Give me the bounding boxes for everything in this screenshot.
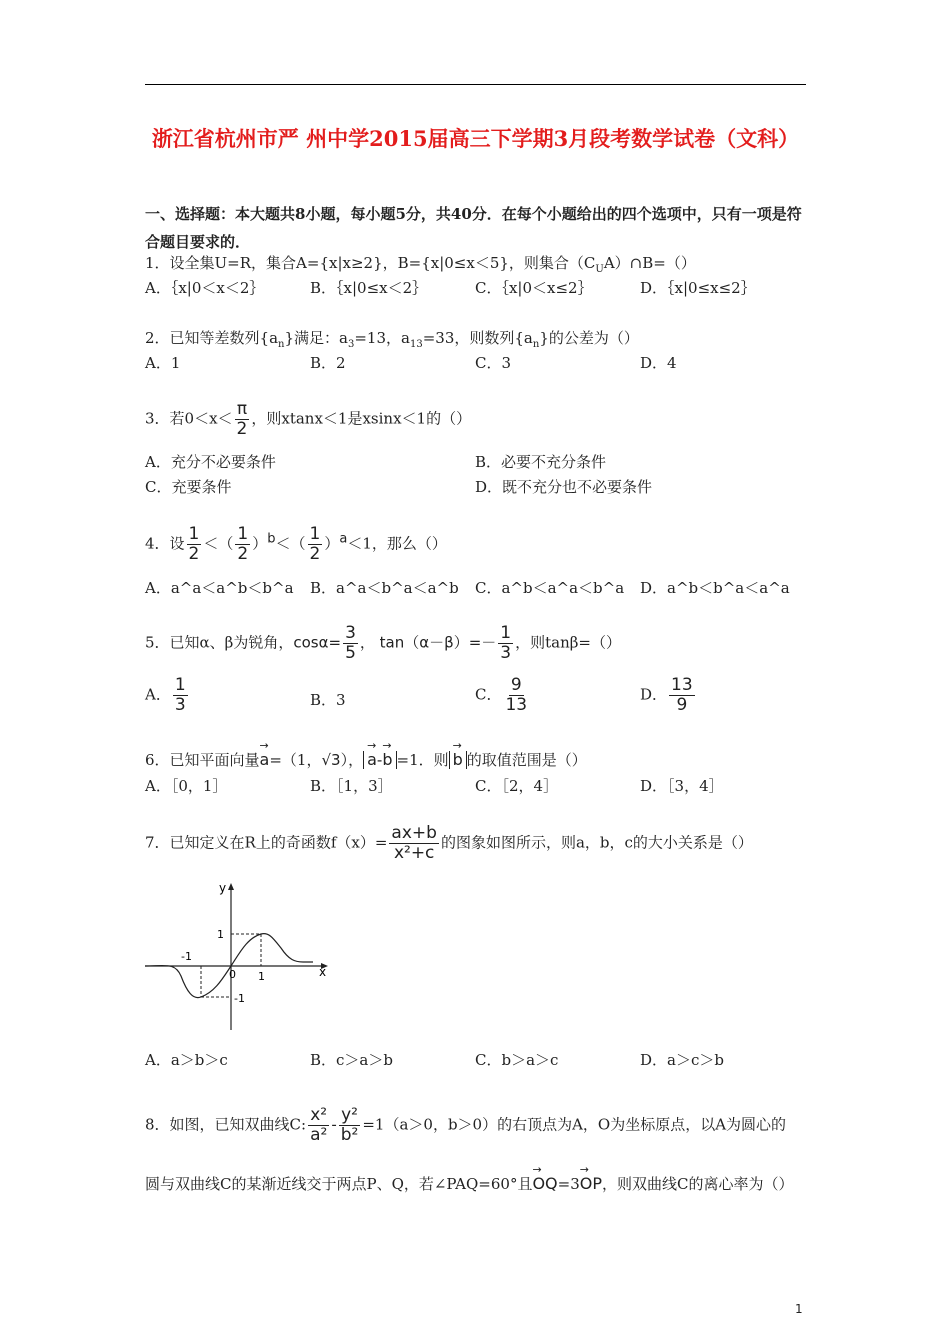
q5-a-fraction [173, 676, 188, 715]
q4-frac3-den: 2 [309, 544, 321, 564]
q6-stem-a: 6．已知平面向量 [145, 751, 260, 769]
q4-frac2-den: 2 [237, 544, 249, 564]
x-tick-1: 1 [258, 970, 265, 983]
q5-option-c [475, 676, 531, 715]
q1-stem: 1．设全集U=R，集合A={x|x≥2}，B={x|0≤x＜5}，则集合（C [145, 254, 596, 272]
q8-eq3: =3 [557, 1175, 580, 1193]
q2-sub-13: 13 [409, 339, 423, 350]
q2-option-b: B．2 [310, 354, 346, 372]
q6-stem-d: =1．则 [396, 751, 449, 769]
question-7 [145, 824, 753, 863]
q4-fraction-2 [235, 525, 250, 564]
q7-frac-num: ax+b [391, 823, 437, 843]
q8-frac-y [339, 1106, 361, 1145]
q7-option-a: A．a＞b＞c [145, 1051, 228, 1069]
q8-a2: a² [310, 1125, 328, 1145]
q7-option-b: B．c＞a＞b [310, 1051, 393, 1069]
q6-minus: - [376, 751, 383, 769]
q7-function-graph [145, 880, 335, 1040]
q5-a-prefix: A． [145, 685, 171, 704]
q4-exp-b: b [267, 531, 276, 547]
q4-option-b: B．a^a＜b^a＜a^b [310, 579, 459, 597]
q7-option-d: D．a＞c＞b [640, 1051, 724, 1069]
q1-stem-sub: U [595, 264, 604, 275]
q5-cos-fraction [343, 624, 358, 663]
q6-option-b: B．［1，3］ [310, 777, 393, 795]
q1-option-b: B．｛x|0≤x＜2｝ [310, 279, 428, 297]
q5-a-den: 3 [174, 695, 186, 715]
q3-frac-den: 2 [236, 419, 248, 439]
q7-stem-b: 的图象如图所示，则a，b，c的大小关系是（） [440, 833, 753, 852]
q4-lp-2: （ [290, 534, 306, 553]
q5-c-fraction [503, 676, 529, 715]
q4-stem-a: 4．设 [145, 534, 185, 553]
q3-frac-num: π [236, 399, 248, 419]
q2-option-a: A．1 [145, 354, 181, 372]
q5-tan-num: 1 [500, 623, 512, 643]
q4-lt-2: ＜ [275, 534, 291, 553]
q1-option-c: C．｛x|0＜x≤2｝ [475, 279, 593, 297]
question-2 [145, 327, 639, 350]
question-6 [145, 749, 587, 770]
q5-stem-end: ，则tanβ=（） [515, 633, 621, 652]
q2-stem-e: }的公差为（） [539, 329, 639, 347]
q2-stem-a: 2．已知等差数列{a [145, 329, 279, 347]
q7-option-c: C．b＞a＞c [475, 1051, 559, 1069]
q3-stem-a: 3．若0＜x＜ [145, 409, 233, 428]
q4-exp-a: a [339, 531, 348, 547]
q5-option-a [145, 676, 190, 715]
q8-y2: y² [341, 1105, 358, 1125]
q6-sqrt3: √3 [321, 751, 341, 769]
q4-lp-1: （ [218, 534, 234, 553]
q8-vector-op: → OP [580, 1174, 602, 1193]
q5-cos-label: cosα= [293, 633, 342, 652]
origin-label: 0 [229, 968, 236, 981]
q5-tan-label: tan（α－β）=－ [379, 633, 497, 652]
section-heading: 一、选择题：本大题共8小题，每小题5分，共40分．在每个小题给出的四个选项中，只有一项是符合题目要求的． [145, 205, 802, 251]
q5-option-b: B．3 [310, 691, 346, 709]
q2-sub-n2: n [532, 339, 540, 350]
header-rule [145, 84, 806, 85]
q5-cos-num: 3 [345, 623, 356, 643]
q3-option-c: C．充要条件 [145, 478, 232, 496]
q4-rp-2: ） [324, 534, 340, 553]
q8-line2-a: 圆与双曲线C的某渐近线交于两点P、Q，若∠PAQ=60°且 [145, 1175, 533, 1193]
q6-vector-a: → a [260, 750, 270, 769]
q2-stem-c: =13，a [354, 329, 410, 347]
q5-c-den: 13 [505, 695, 528, 715]
q2-option-d: D．4 [640, 354, 677, 372]
q6-abs-a-minus-b [363, 751, 396, 769]
q7-stem-a: 7．已知定义在R上的奇函数f（x）= [145, 833, 388, 852]
q6-vec-b: → b [453, 750, 463, 769]
q1-option-d: D．｛x|0≤x≤2｝ [640, 279, 756, 297]
q8-b2: b² [340, 1125, 359, 1145]
q8-x2: x² [310, 1105, 328, 1125]
q5-d-fraction [669, 676, 695, 715]
q5-tan-den: 3 [500, 643, 512, 663]
q8-vector-oq: → OQ [532, 1174, 557, 1193]
q4-option-d: D．a^b＜b^a＜a^a [640, 579, 790, 597]
q3-option-b: B．必要不充分条件 [475, 453, 607, 471]
y-axis-arrow [228, 883, 234, 890]
question-3 [145, 400, 471, 439]
q6-option-d: D．［3，4］ [640, 777, 724, 795]
q1-stem-end: A）∩B=（） [603, 254, 696, 272]
y-tick-1: 1 [217, 928, 224, 941]
q5-d-num: 13 [671, 675, 693, 695]
q8-frac-x [308, 1106, 329, 1145]
q5-stem-a: 5．已知α、β为锐角， [145, 633, 294, 652]
q5-d-den: 9 [676, 695, 688, 715]
q2-stem-d: =33，则数列{a [422, 329, 533, 347]
q8-stem-a: 8．如图，已知双曲线C: [145, 1115, 307, 1134]
q4-stem-end: ＜1，那么（） [347, 534, 447, 553]
y-tick-neg1: -1 [234, 992, 245, 1005]
q8-stem-b: =1（a＞0，b＞0）的右顶点为A，O为坐标原点，以A为圆心的 [362, 1115, 787, 1134]
q6-stem-e: 的取值范围是（） [466, 751, 587, 769]
page-number: 1 [795, 1302, 803, 1316]
q4-rp-1: ） [252, 534, 268, 553]
q6-stem-c: ）， [340, 751, 364, 769]
question-8-line-2 [145, 1173, 794, 1194]
q2-sub-n: n [278, 339, 285, 350]
q5-d-prefix: D． [640, 685, 668, 704]
q1-option-a: A．｛x|0＜x＜2｝ [145, 279, 265, 297]
q4-frac1-den: 2 [188, 544, 200, 564]
q5-option-d [640, 676, 697, 715]
q6-abs-vec-a: → a [367, 750, 377, 769]
q4-lt-1: ＜ [203, 534, 219, 553]
q2-sub-3: 3 [347, 339, 355, 350]
q2-stem-b: }满足：a [284, 329, 348, 347]
q5-c-prefix: C． [475, 685, 502, 704]
y-axis-label: y [219, 881, 227, 895]
question-1 [145, 252, 696, 275]
q6-abs-vec-b: → b [382, 750, 392, 769]
q5-c-num: 9 [510, 675, 522, 695]
x-axis-label: x [319, 965, 327, 979]
q4-frac1-num: 1 [188, 524, 200, 544]
q5-a-num: 1 [174, 675, 186, 695]
q4-fraction-1 [187, 525, 202, 564]
q8-minus: - [331, 1115, 337, 1134]
q8-line2-b: ，则双曲线C的离心率为（） [602, 1175, 794, 1193]
q4-fraction-3 [308, 525, 323, 564]
q4-option-c: C．a^b＜a^a＜b^a [475, 579, 625, 597]
question-5: 5．已知α、β为锐角，cosα= $\frac{3}{5}$ ， tan（α－β）=－ $\frac{1}{3}$ ，则tanβ=（） [145, 623, 621, 663]
q6-abs-b [449, 751, 467, 769]
q2-option-c: C．3 [475, 354, 512, 372]
q4-option-a: A．a^a＜a^b＜b^a [145, 579, 294, 597]
q7-fraction [389, 824, 439, 863]
q4-frac3-num: 1 [309, 524, 321, 544]
q6-stem-b: =（1， [269, 751, 322, 769]
x-tick-neg1: -1 [181, 950, 192, 963]
q6-option-a: A．［0，1］ [145, 777, 228, 795]
q5-tan-fraction [498, 624, 513, 663]
q3-fraction [235, 400, 250, 439]
q5-cos-den: 5 [345, 643, 356, 663]
q7-frac-den: x²+c [393, 843, 435, 863]
q6-option-c: C．［2，4］ [475, 777, 559, 795]
question-8 [145, 1106, 786, 1145]
document-title: 浙江省杭州市严 州中学2015届高三下学期3月段考数学试卷（文科） [151, 126, 800, 151]
question-4 [145, 525, 447, 564]
q4-frac2-num: 1 [237, 524, 249, 544]
q3-option-a: A．充分不必要条件 [145, 453, 276, 471]
q3-stem-b: ，则xtanx＜1是xsinx＜1的（） [251, 409, 472, 428]
q3-option-d: D．既不充分也不必要条件 [475, 478, 653, 496]
